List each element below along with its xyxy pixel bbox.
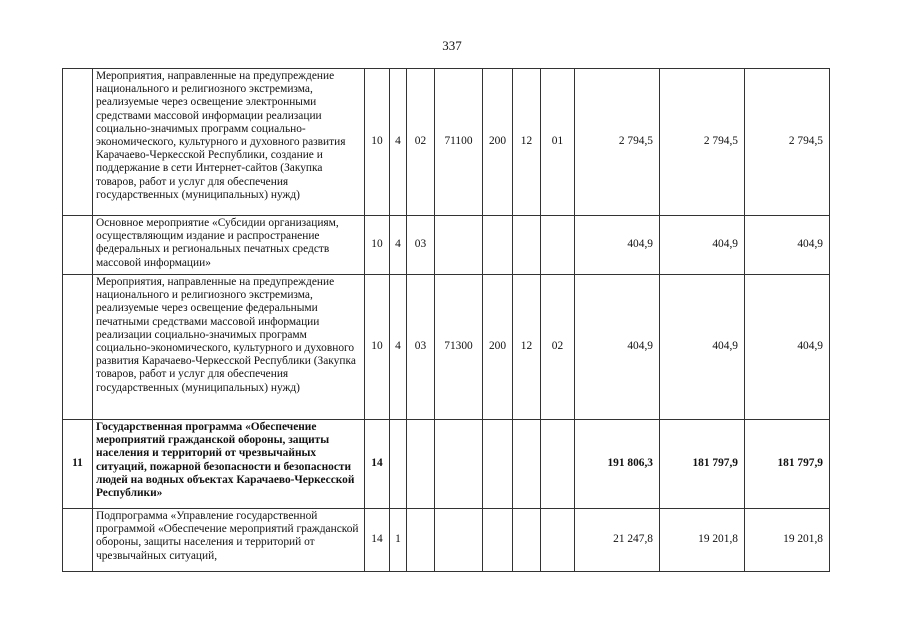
code-cell: [435, 509, 483, 572]
table-row: [63, 216, 830, 275]
row-number: [63, 216, 93, 275]
row-number: [63, 509, 93, 572]
code-cell: 200: [483, 275, 513, 420]
code-cell: [483, 509, 513, 572]
amount-cell: 404,9: [745, 216, 830, 275]
amount-cell: 19 201,8: [660, 509, 745, 572]
row-number: [63, 69, 93, 216]
code-cell: 12: [513, 69, 541, 216]
row-number: 11: [63, 420, 93, 509]
amount-cell: 404,9: [660, 216, 745, 275]
amount-cell: 191 806,3: [575, 420, 660, 509]
amount-cell: 404,9: [660, 275, 745, 420]
amount-cell: 2 794,5: [575, 69, 660, 216]
amount-cell: 21 247,8: [575, 509, 660, 572]
code-cell: [483, 216, 513, 275]
code-cell: [435, 216, 483, 275]
code-cell: [483, 420, 513, 509]
code-cell: 10: [365, 216, 390, 275]
code-cell: 10: [365, 275, 390, 420]
amount-cell: 404,9: [575, 216, 660, 275]
table-row: [63, 420, 830, 509]
table-row: [63, 509, 830, 572]
amount-cell: 181 797,9: [745, 420, 830, 509]
row-description: Основное мероприятие «Субсидии организациям, осуществляющим издание и распространение федеральных и региональных печатных средств массовой информации»: [93, 216, 365, 275]
code-cell: [407, 420, 435, 509]
code-cell: [541, 509, 575, 572]
code-cell: [513, 420, 541, 509]
code-cell: 14: [365, 509, 390, 572]
code-cell: 03: [407, 275, 435, 420]
row-description: Подпрограмма «Управление государственной программой «Обеспечение мероприятий гражданской обороны, защиты населения и территорий от чрезвычайных ситуаций,: [93, 509, 365, 572]
code-cell: [513, 216, 541, 275]
code-cell: 10: [365, 69, 390, 216]
code-cell: [513, 509, 541, 572]
code-cell: 14: [365, 420, 390, 509]
table-row: [63, 69, 830, 216]
code-cell: 4: [390, 69, 407, 216]
code-cell: [541, 420, 575, 509]
row-number: [63, 275, 93, 420]
row-description: Мероприятия, направленные на предупреждение национального и религиозного экстремизма, реализуемые через освещение федеральными печатными средствами массовой информации реализации социально-значимых программ социально-экономического, культурного и духовного развития Карачаево-Черкесской Республики (Закупка товаров, работ и услуг для обеспечения государственных (муниципальных) нужд): [93, 275, 365, 420]
row-description: Государственная программа «Обеспечение мероприятий гражданской обороны, защиты населения и территорий от чрезвычайных ситуаций, пожарной безопасности и безопасности людей на водных объектах Карачаево-Черкесской Республики»: [93, 420, 365, 509]
code-cell: 1: [390, 509, 407, 572]
code-cell: 71300: [435, 275, 483, 420]
code-cell: 4: [390, 216, 407, 275]
code-cell: 4: [390, 275, 407, 420]
amount-cell: 181 797,9: [660, 420, 745, 509]
code-cell: 02: [541, 275, 575, 420]
code-cell: [390, 420, 407, 509]
code-cell: 01: [541, 69, 575, 216]
code-cell: 12: [513, 275, 541, 420]
code-cell: [407, 509, 435, 572]
code-cell: 71100: [435, 69, 483, 216]
page-number: 337: [442, 38, 462, 53]
amount-cell: 404,9: [575, 275, 660, 420]
code-cell: 03: [407, 216, 435, 275]
table-row: [63, 275, 830, 420]
amount-cell: 2 794,5: [745, 69, 830, 216]
amount-cell: 2 794,5: [660, 69, 745, 216]
code-cell: [435, 420, 483, 509]
code-cell: 02: [407, 69, 435, 216]
code-cell: 200: [483, 69, 513, 216]
row-description: Мероприятия, направленные на предупреждение национального и религиозного экстремизма, реализуемые через освещение электронными средствами массовой информации реализации социально-значимых программ социально-экономического, культурного и духовного развития Карачаево-Черкесской Республики, создание и поддержание в сети Интернет-сайтов (Закупка товаров, работ и услуг для обеспечения государственных (муниципальных) нужд): [93, 69, 365, 216]
amount-cell: 404,9: [745, 275, 830, 420]
budget-table: [62, 68, 830, 572]
code-cell: [541, 216, 575, 275]
amount-cell: 19 201,8: [745, 509, 830, 572]
